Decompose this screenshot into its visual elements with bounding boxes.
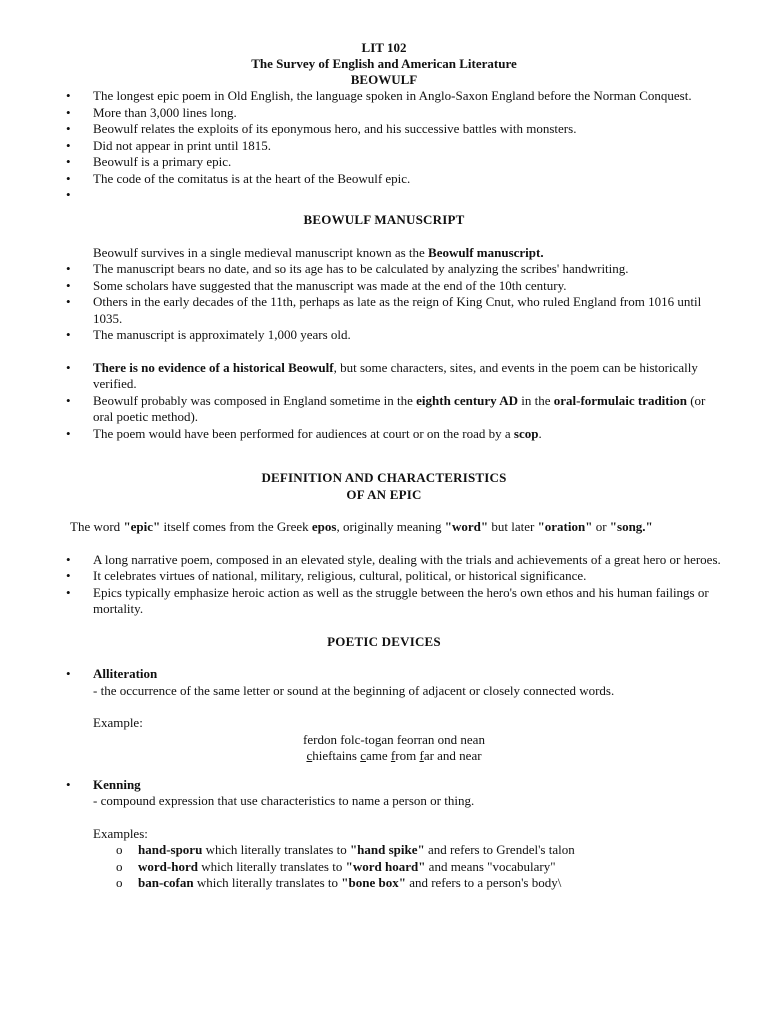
list-item-kenning: • Kenning — [66, 776, 141, 792]
kenning-list — [0, 777, 768, 794]
bullet-icon: • — [66, 154, 71, 169]
list-item: • Did not appear in print until 1815. — [66, 137, 272, 153]
list-item: • Others in the early decades of the 11th, perhaps as late as the reign of King Cnut, who ruled England from 1016 until 1035. — [66, 294, 702, 326]
epic-word-origin: The word "epic" itself comes from the Greek epos, originally meaning "word" but later "oration" or "song." — [70, 519, 653, 534]
bullet-icon: • — [66, 327, 71, 342]
bullet-icon: • — [66, 261, 71, 276]
list-item-alliteration: • Alliteration — [66, 666, 158, 681]
example-label: Example: — [93, 715, 143, 730]
heading-epic-line1: DEFINITION AND CHARACTERISTICS — [261, 470, 507, 485]
heading-manuscript: BEOWULF MANUSCRIPT — [303, 212, 465, 227]
list-item: • More than 3,000 lines long. — [66, 104, 237, 120]
list-item: • A long narrative poem, composed in an elevated style, dealing with the trials and achievements of a great hero or heroes. — [66, 551, 721, 567]
bullet-icon: • — [66, 666, 71, 681]
bullet-icon: • — [66, 392, 71, 408]
circle-bullet-icon: o — [116, 875, 123, 890]
epic-list — [0, 552, 768, 618]
bullet-icon: • — [66, 170, 71, 186]
bullet-icon: • — [66, 277, 71, 293]
circle-bullet-icon: o — [116, 842, 123, 857]
course-code: LIT 102 — [361, 40, 407, 55]
bullet-icon: • — [66, 187, 71, 202]
section-title-beowulf: BEOWULF — [350, 72, 418, 87]
bullet-icon: • — [66, 137, 71, 153]
historical-list — [0, 360, 768, 443]
kenning-example: o ban-cofan which literally translates to "bone box" and refers to a person's body\ — [116, 875, 562, 890]
list-item: • The manuscript is approximately 1,000 years old. — [66, 327, 351, 342]
list-item: • Beowulf is a primary epic. — [66, 154, 232, 169]
manuscript-list — [0, 261, 768, 344]
list-item: • Beowulf relates the exploits of its eponymous hero, and his successive battles with monsters. — [66, 121, 577, 136]
list-item: • Epics typically emphasize heroic action as well as the struggle between the hero's own ethos and his human failings or mortality. — [66, 584, 709, 616]
course-title: The Survey of English and American Literature — [251, 56, 517, 71]
list-item-empty — [0, 187, 768, 204]
bullet-icon: • — [66, 551, 71, 567]
list-item: • It celebrates virtues of national, military, religious, cultural, political, or historical significance. — [66, 568, 587, 583]
kenning-definition: - compound expression that use characteristics to name a person or thing. — [93, 793, 475, 808]
manuscript-lead: Beowulf survives in a single medieval manuscript known as the Beowulf manuscript. — [93, 244, 544, 260]
example-line-oldenglish: ferdon folc-togan feorran ond nean — [303, 731, 485, 747]
list-item: • There is no evidence of a historical Beowulf, but some characters, sites, and events in the poem can be historically verified. — [66, 359, 698, 391]
devices-list — [0, 666, 768, 683]
bullet-icon: • — [66, 359, 71, 375]
list-item: • The code of the comitatus is at the heart of the Beowulf epic. — [66, 170, 411, 186]
heading-epic-line2: OF AN EPIC — [346, 486, 422, 502]
alliteration-definition: - the occurrence of the same letter or sound at the beginning of adjacent or closely connected words. — [93, 682, 615, 698]
list-item: • The poem would have been performed for audiences at court or on the road by a scop. — [66, 425, 542, 441]
circle-bullet-icon: o — [116, 858, 123, 874]
list-item: • Some scholars have suggested that the manuscript was made at the end of the 10th century. — [66, 277, 567, 293]
bullet-icon: • — [66, 584, 71, 600]
heading-poetic-devices: POETIC DEVICES — [327, 633, 441, 649]
bullet-icon: • — [66, 776, 71, 792]
examples-label: Examples: — [93, 825, 148, 841]
kenning-example: o hand-sporu which literally translates to "hand spike" and refers to Grendel's talon — [116, 842, 575, 857]
bullet-icon: • — [66, 294, 71, 309]
list-item: • The longest epic poem in Old English, the language spoken in Anglo-Saxon England before the Norman Conquest. — [66, 88, 692, 103]
bullet-icon: • — [66, 568, 71, 583]
document-page — [0, 40, 768, 892]
bullet-icon: • — [66, 121, 71, 136]
intro-list — [0, 88, 768, 204]
list-item: • Beowulf probably was composed in England sometime in the eighth century AD in the oral-formulaic tradition (or oral poetic method). — [66, 392, 706, 424]
bullet-icon: • — [66, 88, 71, 103]
bullet-icon: • — [66, 104, 71, 120]
example-line-modern: chieftains came from far and near — [306, 748, 482, 763]
kenning-example: o word-hord which literally translates to "word hoard" and means "vocabulary" — [116, 858, 556, 874]
bullet-icon: • — [66, 425, 71, 441]
list-item: • The manuscript bears no date, and so its age has to be calculated by analyzing the scribes' handwriting. — [66, 261, 629, 276]
